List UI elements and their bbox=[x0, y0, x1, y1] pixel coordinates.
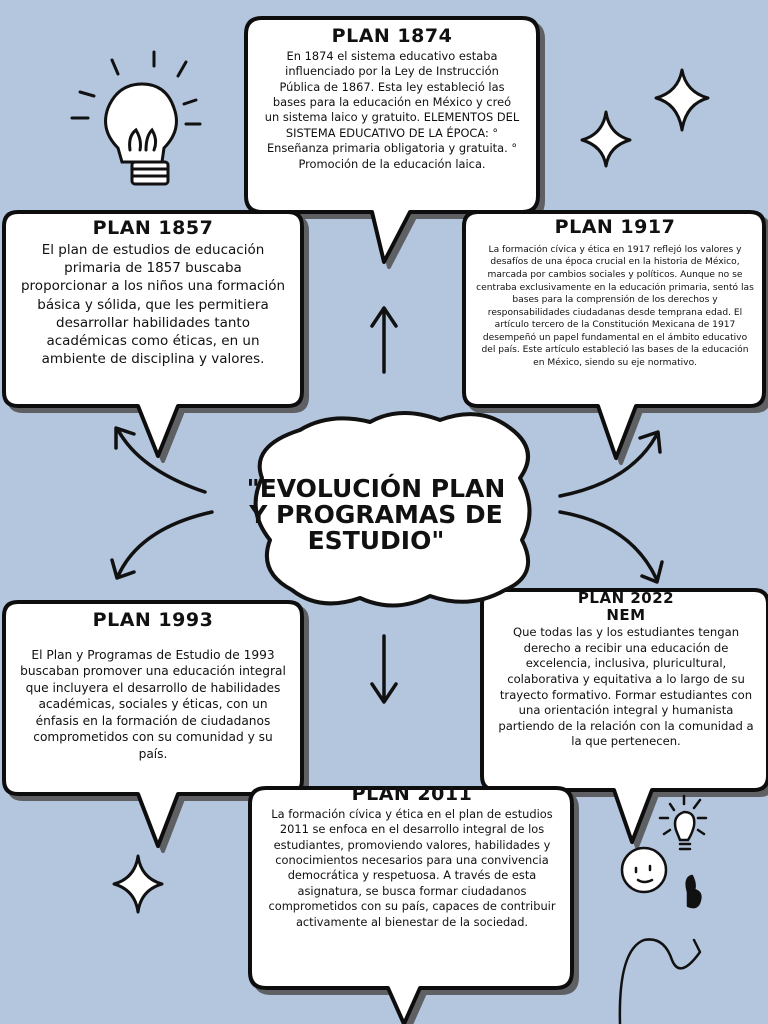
plan-2011-box bbox=[256, 780, 568, 982]
sparkle-icon bbox=[656, 70, 708, 130]
lightbulb-icon bbox=[72, 52, 200, 184]
arrow-down bbox=[372, 636, 396, 702]
plan-1917-text: La formación cívica y ética en 1917 reflejó los valores y desafíos de una época crucial en la historia de México, marcada por cambios sociales y políticos. Aunque no se centraba exclusivamente en la educación primaria, sentó las bases para la comprensión de los derechos y responsabilidades ciudadanas desde temprana edad. El artículo tercero de la Constitución Mexicana de 1917 desempeñó un papel fundamental en el ámbito educativo del país. Este artículo estableció las bases de la educación en México, siendo su eje normativo. bbox=[476, 244, 754, 368]
plan-1857-text: El plan de estudios de educación primaria de 1857 buscaba proporcionar a los niños una formación básica y sólida, que les permitiera desarrollar habilidades tanto académicas como éticas, en un ambiente de disciplina y valores. bbox=[20, 241, 286, 368]
plan-1917-title: PLAN 1917 bbox=[554, 216, 676, 238]
sparkle-icon bbox=[114, 856, 162, 912]
plan-2011-title: PLAN 2011 bbox=[351, 783, 473, 805]
plan-1857-box bbox=[10, 214, 296, 402]
plan-1993-box bbox=[10, 606, 296, 790]
plan-1993-text: El Plan y Programas de Estudio de 1993 buscaban promover una educación integral que incluyera el desarrollo de habilidades académicas, sociales y éticas, con un énfasis en la formación de ciudadanos comprometidos con su comunidad y su país. bbox=[20, 647, 286, 761]
plan-1917-box bbox=[470, 214, 760, 402]
plan-2022-box bbox=[488, 588, 764, 786]
plan-1874-text: En 1874 el sistema educativo estaba influenciado por la Ley de Instrucción Pública de 1867. Esta ley estableció las bases para la educación en México y creó un sistema laico y gratuito. ELEMENTOS DEL SISTEMA EDUCATIVO DE LA ÉPOCA: ° Enseñanza primaria obligatoria y gratuita. ° Promoción de la educación laica. bbox=[264, 48, 520, 171]
person-thinking-icon bbox=[620, 848, 701, 1024]
plan-2022-title: PLAN 2022 bbox=[577, 589, 675, 607]
arrow-lower-right bbox=[560, 512, 662, 582]
plan-2022-subtitle: NEM bbox=[606, 605, 646, 624]
center-title: "EVOLUCIÓN PLAN Y PROGRAMAS DE ESTUDIO" bbox=[246, 473, 506, 556]
plan-1993-title: PLAN 1993 bbox=[92, 609, 214, 631]
arrow-lower-left bbox=[112, 512, 212, 578]
plan-1874-title: PLAN 1874 bbox=[331, 25, 453, 47]
sparkle-icon bbox=[582, 112, 630, 166]
arrow-up bbox=[372, 308, 396, 372]
plan-2022-text: Que todas las y los estudiantes tengan derecho a recibir una educación de excelencia, inclusiva, pluricultural, colaborativa y equitativa a lo largo de su trayecto formativo. Formar estudiantes con una orientación integral y humanista partiendo de la relación con la comunidad a la que pertenecen. bbox=[498, 625, 754, 749]
plan-1874-box bbox=[254, 22, 530, 208]
lightbulb-icon bbox=[660, 796, 706, 849]
plan-1857-title: PLAN 1857 bbox=[92, 217, 214, 239]
plan-2011-text: La formación cívica y ética en el plan de estudios 2011 se enfoca en el desarrollo integral de los estudiantes, promoviendo valores, habilidades y conocimientos necesarios para una convivencia democrática y respetuosa. A través de esta asignatura, se busca formar ciudadanos comprometidos con su país, capaces de contribuir activamente al bienestar de la sociedad. bbox=[268, 806, 556, 929]
